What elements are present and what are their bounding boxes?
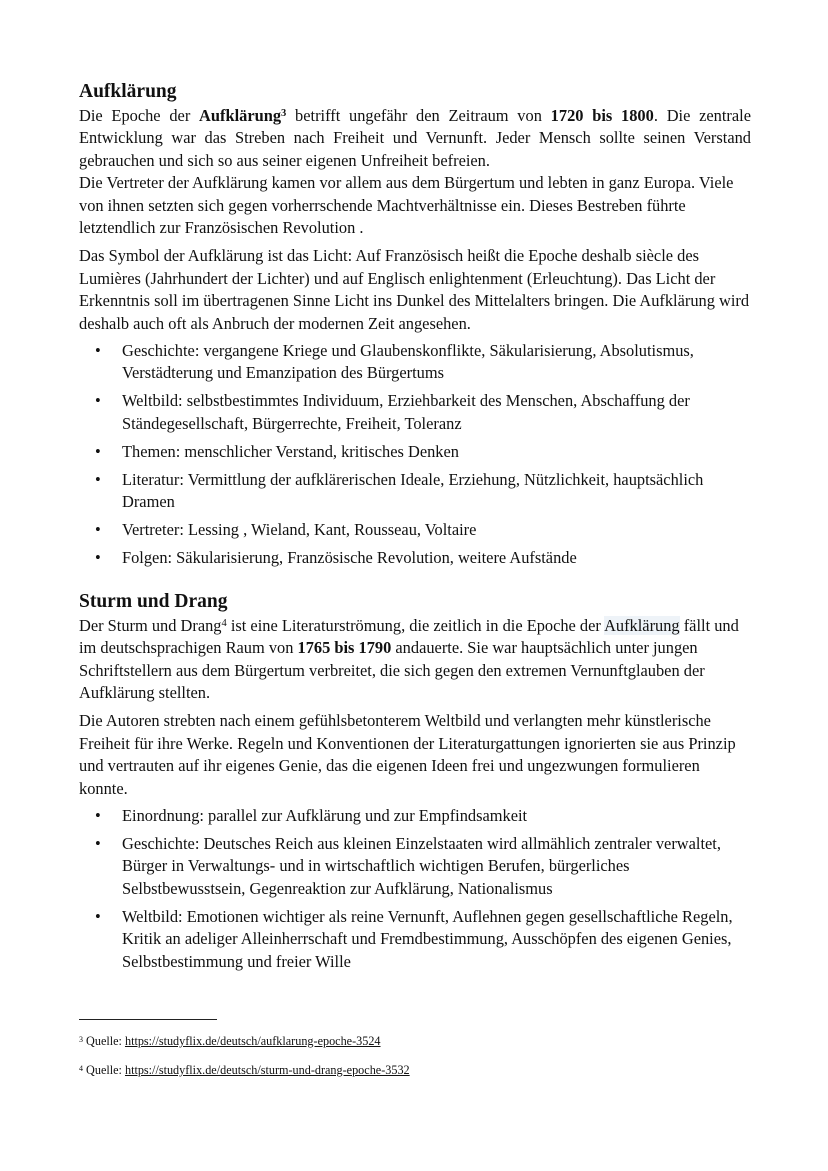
paragraph-aufklaerung-symbol: Das Symbol der Aufklärung ist das Licht: Auf Französisch heißt die Epoche deshalb siècle des Lumières (Jahrhundert der Lichter) und auf Englisch enlightenment (Erleuchtung). Das Licht der Erkenntnis soll im übertragenen Sinne Licht ins Dunkel des Mittelalters bringen. Die Aufklärung wird deshalb auch oft als Anbruch der modernen Zeit angesehen. <box>79 246 750 333</box>
footnote-number: 4 <box>79 1064 83 1073</box>
text-run: ist eine Literaturströmung, die zeitlich in die Epoche der <box>226 615 605 635</box>
term-aufklaerung: Aufklärung <box>199 106 282 125</box>
footnote-label: Quelle: <box>86 1034 125 1048</box>
footnote-link-3[interactable]: https://studyflix.de/deutsch/aufklarung-epoche-3524 <box>124 1034 381 1048</box>
list-item-text: Vertreter: Lessing , Wieland, Kant, Rousseau, Voltaire <box>122 520 477 540</box>
bullet-icon: • <box>95 341 101 361</box>
list-item <box>79 390 751 435</box>
paragraph-aufklaerung-vertreter: Die Vertreter der Aufklärung kamen vor allem aus dem Bürgertum und lebten in ganz Europa. Viele von ihnen setzten sich gegen vorherrschende Machtverhältnisse ein. Dieses Bestreben führte letztendlich zur Französischen Revolution . <box>79 173 734 238</box>
list-item-text: Geschichte: vergangene Kriege und Glaubenskonflikte, Säkularisierung, Absolutismus, Verstädterung und Emanzipation des Bürgertums <box>122 341 694 383</box>
bullet-icon: • <box>95 805 101 825</box>
text-run: fällt und im deutschsprachigen Raum von <box>79 615 739 658</box>
bullet-icon: • <box>95 833 101 853</box>
heading-sturm-und-drang: Sturm und Drang <box>79 590 228 612</box>
footnotes <box>79 1019 751 1092</box>
bullet-list-aufklaerung <box>79 340 751 570</box>
bullet-icon: • <box>95 391 101 411</box>
bullet-icon: • <box>95 906 101 926</box>
link-aufklaerung[interactable]: Aufklärung <box>604 615 680 635</box>
list-item-text: Einordnung: parallel zur Aufklärung und zur Empfindsamkeit <box>122 805 528 825</box>
bullet-icon: • <box>95 520 101 540</box>
list-item <box>79 547 751 569</box>
footnote-ref-4[interactable]: 4 <box>221 617 227 629</box>
list-item <box>79 469 751 514</box>
heading-aufklaerung: Aufklärung <box>79 81 177 102</box>
footnote-ref-3[interactable]: 3 <box>281 108 287 119</box>
footnote-number: 3 <box>79 1035 83 1044</box>
period-aufklaerung: 1720 bis 1800 <box>550 106 654 125</box>
document-body <box>79 80 751 973</box>
paragraph-aufklaerung-intro <box>79 105 751 172</box>
list-item-text: Weltbild: selbstbestimmtes Individuum, Erziehbarkeit des Menschen, Abschaffung der Ständegesellschaft, Bürgerrechte, Freiheit, Toleranz <box>122 391 690 433</box>
list-item <box>79 805 751 827</box>
text-run: . Die zentrale Entwicklung war das Streben nach Freiheit und Vernunft. Jeder Mensch sollte seinen Verstand gebrauchen und sich so aus seiner eigenen Unfreiheit befreien. <box>79 106 751 170</box>
text-run: andauerte. Sie war hauptsächlich unter jungen Schriftstellern aus dem Bürgertum verbreitet, die sich gegen den extremen Vernunftglauben der Aufklärung stellten. <box>79 638 705 702</box>
list-item-text: Folgen: Säkularisierung, Französische Revolution, weitere Aufstände <box>122 548 577 568</box>
paragraph-sturm-autoren: Die Autoren strebten nach einem gefühlsbetonterem Weltbild und verlangten mehr künstlerische Freiheit für ihre Werke. Regeln und Konventionen der Literaturgattungen ignorierten sie aus Prinzip und vertrauten auf ihr eigenes Genie, das die eigenen Ideen frei und ungezwungen formulieren konnte. <box>79 711 736 798</box>
section-sturm-und-drang <box>79 590 751 973</box>
list-item <box>79 340 751 385</box>
list-item <box>79 441 751 463</box>
list-item-text: Geschichte: Deutsches Reich aus kleinen Einzelstaaten wird allmählich zentraler verwaltet, Bürger in Verwaltungs- und in wirtschaftlich wichtigen Berufen, bürgerliches Selbstbewusstsein, Gegenreaktion zur Aufklärung, Nationalismus <box>122 833 721 898</box>
text-run: Die Epoche der <box>79 106 200 125</box>
list-item-text: Themen: menschlicher Verstand, kritisches Denken <box>122 441 459 461</box>
list-item <box>79 519 751 541</box>
list-item-text: Weltbild: Emotionen wichtiger als reine Vernunft, Auflehnen gegen gesellschaftliche Regeln, Kritik an adeliger Alleinherrschaft und Fremdbestimmung, Ausschöpfen des eigenen Genies, Selbstbestimmung und freier Wille <box>122 906 733 971</box>
bullet-list-sturm-und-drang <box>79 805 751 973</box>
footnote-link-4[interactable]: https://studyflix.de/deutsch/sturm-und-drang-epoche-3532 <box>124 1063 410 1077</box>
bullet-icon: • <box>95 441 101 461</box>
bullet-icon: • <box>95 469 101 489</box>
list-item-text: Literatur: Vermittlung der aufklärerischen Ideale, Erziehung, Nützlichkeit, hauptsächlich Dramen <box>122 469 704 512</box>
section-aufklaerung <box>79 80 751 570</box>
list-item <box>79 833 751 900</box>
footnote-3 <box>79 1034 751 1049</box>
footnote-label: Quelle: <box>86 1063 125 1077</box>
text-run: Der Sturm und Drang <box>79 615 222 635</box>
bullet-icon: • <box>95 548 101 568</box>
footnote-4 <box>79 1063 751 1078</box>
period-sturm-und-drang: 1765 bis 1790 <box>297 638 392 658</box>
list-item <box>79 906 751 973</box>
paragraph-sturm-intro <box>79 615 751 705</box>
text-run: betrifft ungefähr den Zeitraum von <box>286 106 551 125</box>
footnote-divider <box>79 1019 217 1020</box>
